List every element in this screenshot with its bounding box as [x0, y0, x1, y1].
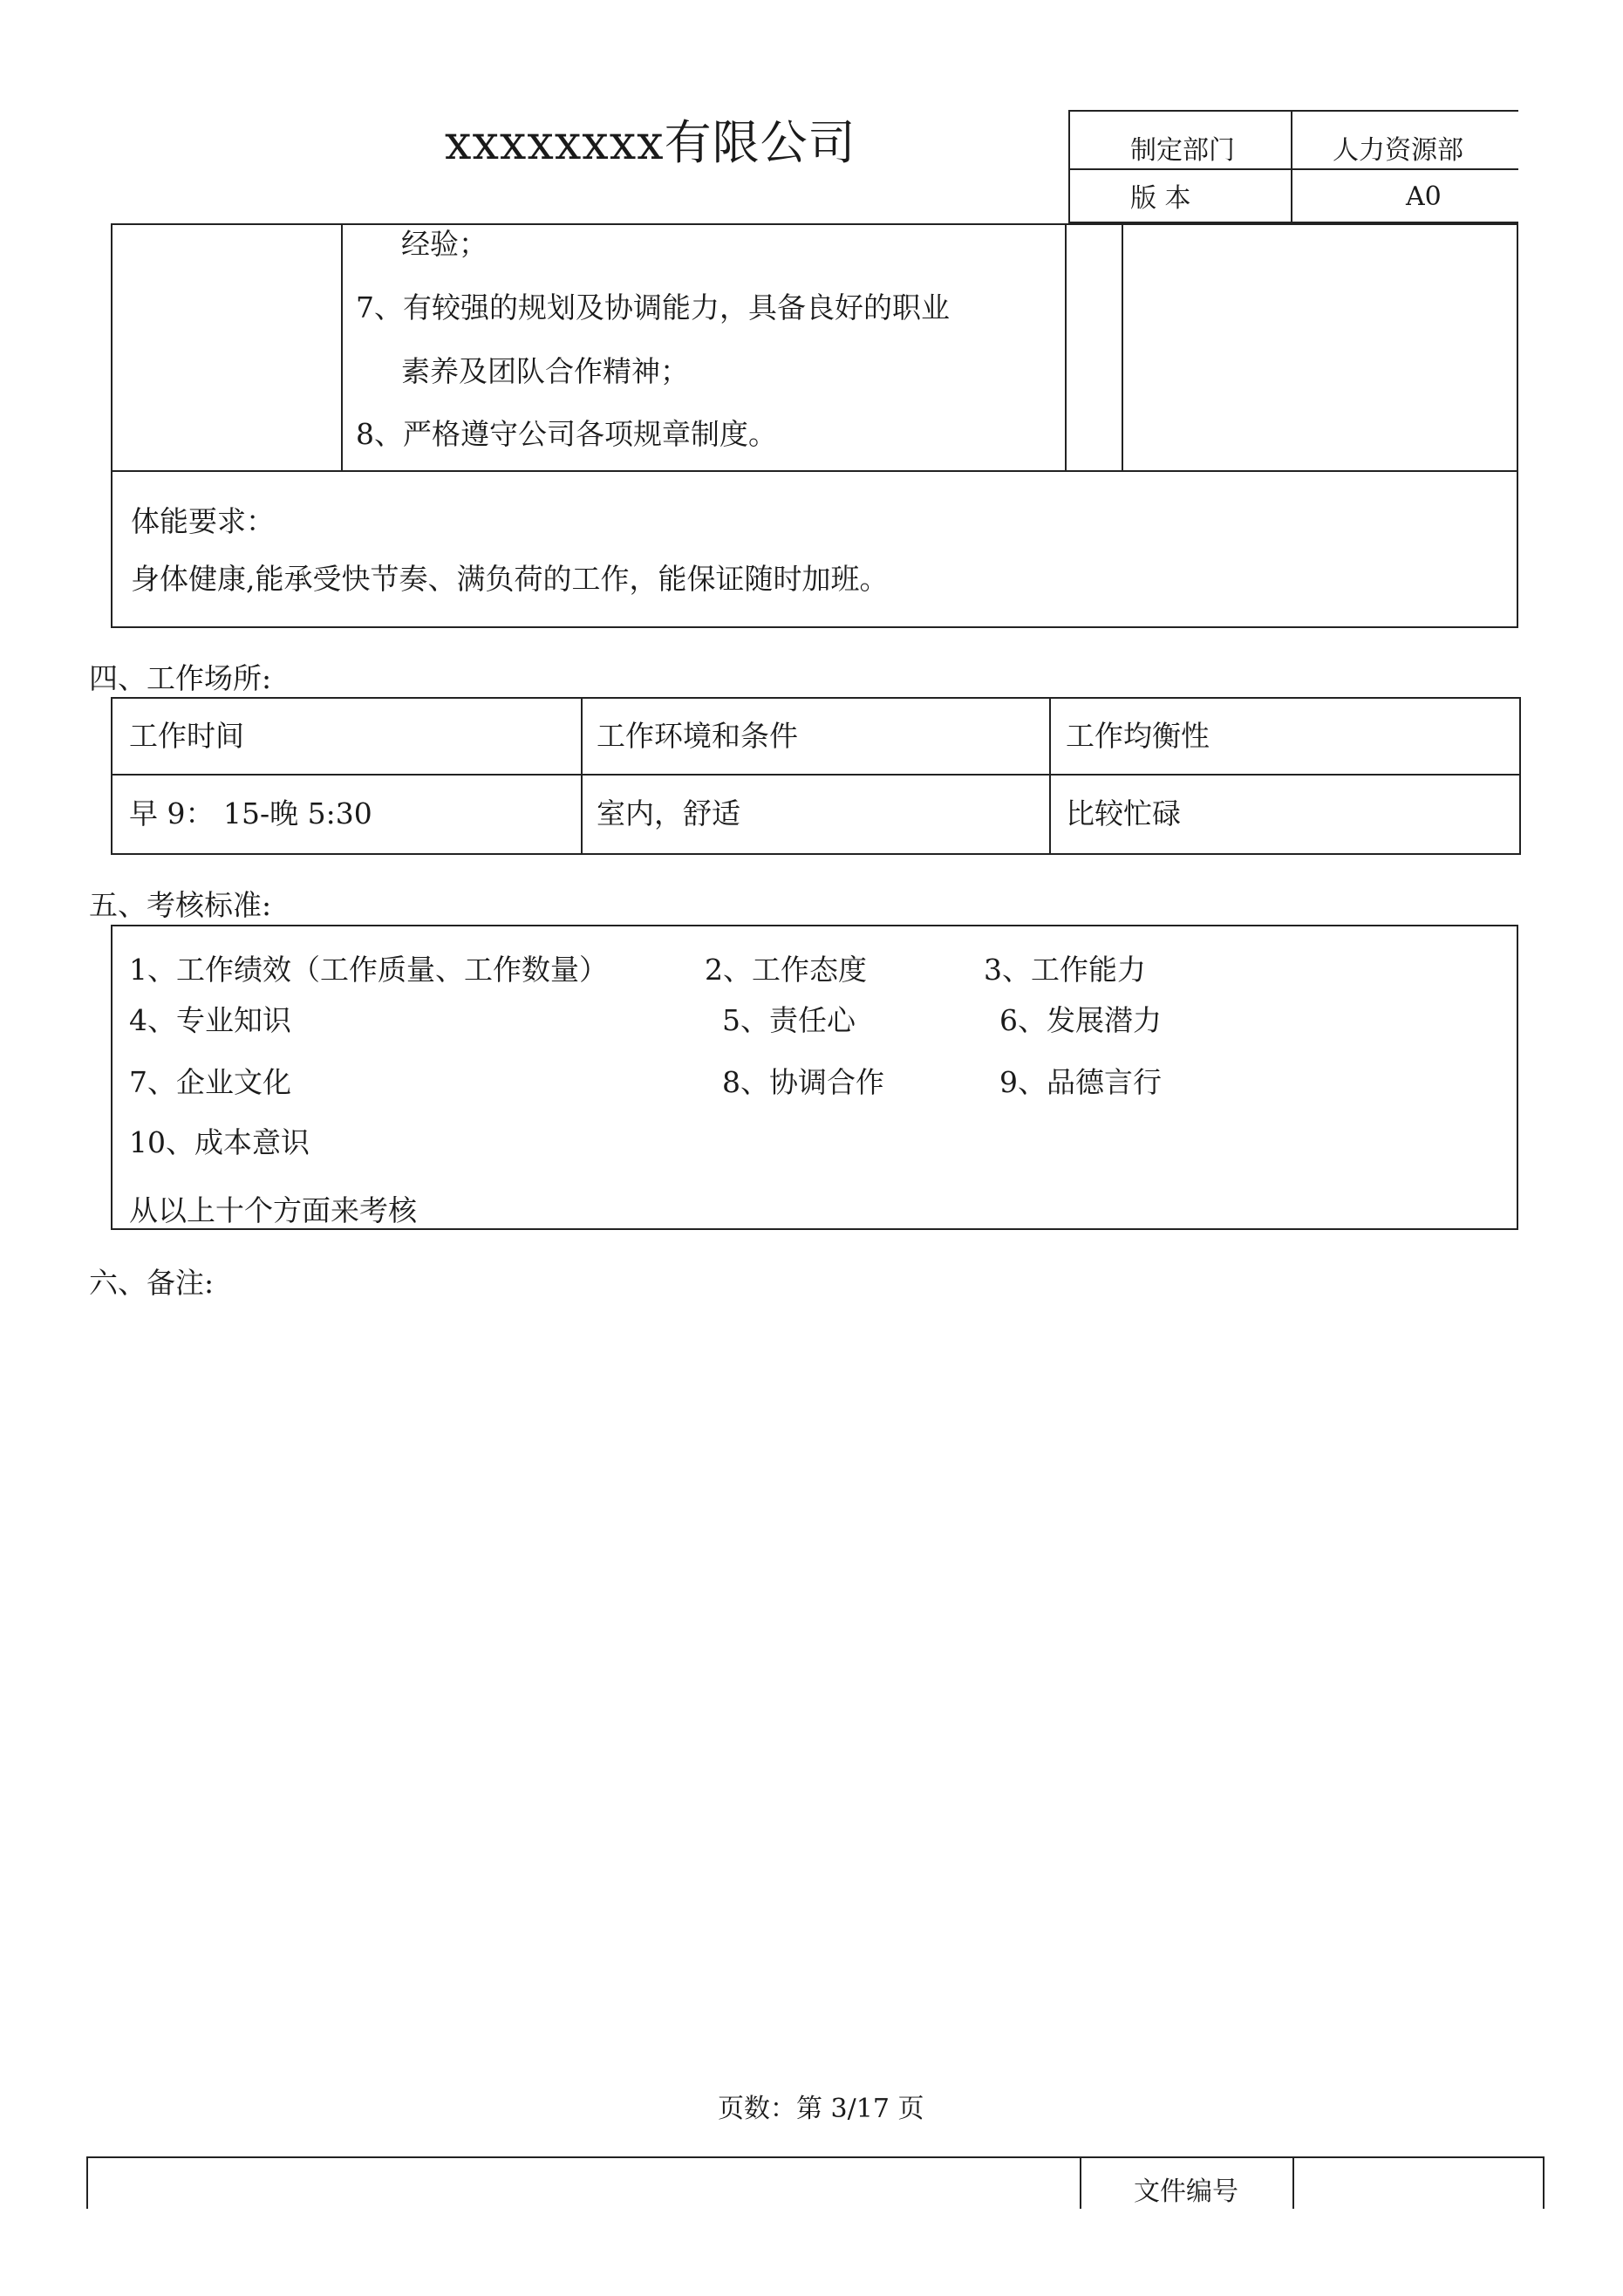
physical-text: 身体健康,能承受快节奏、满负荷的工作，能保证随时加班。	[131, 562, 889, 596]
assessment-summary: 从以上十个方面来考核	[129, 1193, 417, 1227]
dept-value: 人力资源部	[1333, 135, 1463, 166]
assessment-item: 9、品德言行	[999, 1065, 1162, 1099]
remarks-heading: 六、备注:	[89, 1266, 215, 1300]
workplace-header-environment: 工作环境和条件	[597, 719, 798, 753]
workplace-header-balance: 工作均衡性	[1066, 719, 1210, 753]
version-label: 版 本	[1130, 183, 1191, 214]
page-number: 页数：第 3/17 页	[718, 2094, 924, 2124]
company-title: xxxxxxxx有限公司	[445, 115, 856, 170]
assessment-item: 8、协调合作	[722, 1065, 884, 1099]
qualification-line: 经验；	[401, 227, 488, 261]
workplace-value-balance: 比较忙碌	[1066, 796, 1181, 830]
workplace-heading: 四、工作场所:	[89, 661, 272, 695]
version-value: A0	[1406, 181, 1442, 212]
assessment-item: 6、发展潜力	[999, 1003, 1162, 1037]
assessment-item: 2、工作态度	[705, 953, 867, 987]
workplace-value-time: 早 9： 15-晚 5:30	[129, 796, 372, 830]
assessment-item: 7、企业文化	[129, 1065, 291, 1099]
assessment-item: 5、责任心	[722, 1003, 856, 1037]
qualification-line: 7、有较强的规划及协调能力，具备良好的职业	[356, 290, 950, 325]
assessment-item: 1、工作绩效（工作质量、工作数量）	[129, 953, 608, 987]
doc-number-label: 文件编号	[1134, 2176, 1238, 2207]
assessment-heading: 五、考核标准:	[89, 888, 272, 922]
assessment-item: 3、工作能力	[984, 953, 1146, 987]
assessment-item: 4、专业知识	[129, 1003, 291, 1037]
dept-label: 制定部门	[1130, 135, 1235, 166]
qualification-line: 8、严格遵守公司各项规章制度。	[356, 417, 777, 451]
workplace-value-environment: 室内，舒适	[597, 796, 740, 830]
assessment-item: 10、成本意识	[129, 1125, 310, 1159]
workplace-header-time: 工作时间	[129, 719, 244, 753]
physical-label: 体能要求：	[131, 504, 275, 538]
qualification-line: 素养及团队合作精神；	[401, 354, 689, 388]
